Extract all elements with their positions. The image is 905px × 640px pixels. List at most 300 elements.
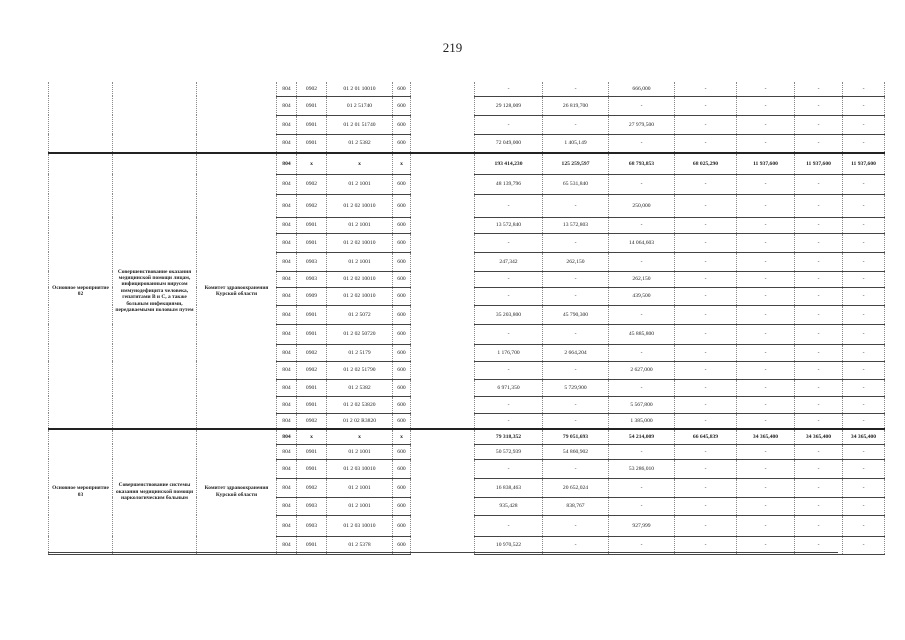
spacer-cell [411,153,475,174]
cell-y5: - [737,536,795,554]
budget-table [48,82,885,555]
cell-csr: 01 2 5382 [327,379,393,396]
cell-y5: - [737,134,795,153]
cell-y6: - [795,82,843,96]
cell-rzpr: 0901 [297,233,327,252]
spacer-cell [411,194,475,217]
cell-y3: 5 567,800 [609,396,675,413]
spacer-cell [411,305,475,324]
cell-grbs: 804 [277,478,297,497]
cell-y2: - [543,271,609,287]
cell-rzpr: 0901 [297,217,327,233]
cell-grbs: 804 [277,429,297,444]
cell-y2: - [543,361,609,379]
cell-y2: 1 405,149 [543,134,609,153]
cell-y6: - [795,287,843,305]
cell-y1: 48 139,796 [475,174,543,194]
cell-y7: - [843,174,885,194]
cell-csr: 01 2 1001 [327,252,393,271]
cell-y5: - [737,115,795,134]
cell-y5: - [737,497,795,515]
budget-table-body [49,82,885,554]
cell-y3: 2 627,000 [609,361,675,379]
cell-y5: - [737,217,795,233]
cell-grbs: 804 [277,217,297,233]
cell-y3: 27 979,500 [609,115,675,134]
cell-y5: - [737,344,795,361]
group-executor [197,82,277,153]
cell-y6: - [795,194,843,217]
cell-y2: - [543,82,609,96]
cell-csr: 01 2 1001 [327,174,393,194]
group-title: Основное мероприятие 03 [49,429,113,554]
cell-vr: 600 [393,115,411,134]
cell-rzpr: 0903 [297,497,327,515]
cell-y4: - [675,444,737,459]
cell-y7: - [843,324,885,344]
cell-y1: 72 049,000 [475,134,543,153]
cell-y2: - [543,324,609,344]
cell-grbs: 804 [277,396,297,413]
cell-csr: 01 2 02 10010 [327,287,393,305]
cell-y3: 1 385,000 [609,413,675,429]
cell-y6: - [795,115,843,134]
cell-y3: - [609,174,675,194]
cell-y2: 5 729,900 [543,379,609,396]
cell-y6: - [795,361,843,379]
cell-y7: - [843,459,885,478]
cell-grbs: 804 [277,459,297,478]
cell-y4: - [675,217,737,233]
cell-y1: - [475,233,543,252]
cell-y1: - [475,115,543,134]
cell-rzpr: 0902 [297,361,327,379]
cell-y4: - [675,478,737,497]
spacer-cell [411,497,475,515]
cell-y5: 11 937,600 [737,153,795,174]
cell-vr: 600 [393,217,411,233]
cell-rzpr: 0901 [297,96,327,115]
cell-csr: 01 2 5179 [327,344,393,361]
cell-rzpr: 0902 [297,174,327,194]
cell-y7: - [843,497,885,515]
cell-csr: 01 2 03 10010 [327,459,393,478]
cell-csr: 01 2 02 R3820 [327,413,393,429]
cell-y3: - [609,444,675,459]
cell-y2: - [543,233,609,252]
cell-y4: 68 025,290 [675,153,737,174]
cell-y4: - [675,233,737,252]
spacer-cell [411,379,475,396]
cell-y4: - [675,194,737,217]
cell-y4: - [675,413,737,429]
cell-csr: 01 2 02 53820 [327,396,393,413]
cell-grbs: 804 [277,271,297,287]
cell-y7: - [843,217,885,233]
spacer-cell [411,217,475,233]
cell-rzpr: 0901 [297,134,327,153]
cell-y7: - [843,134,885,153]
group-title [49,82,113,153]
cell-grbs: 804 [277,361,297,379]
cell-y6: - [795,252,843,271]
cell-y3: 927,999 [609,515,675,536]
cell-grbs: 804 [277,233,297,252]
cell-y4: - [675,497,737,515]
cell-y7: - [843,361,885,379]
cell-y5: - [737,233,795,252]
cell-rzpr: 0903 [297,515,327,536]
cell-csr: 01 2 1001 [327,444,393,459]
cell-y4: - [675,515,737,536]
cell-rzpr: 0903 [297,252,327,271]
cell-vr: 600 [393,194,411,217]
cell-y2: 838,767 [543,497,609,515]
cell-y6: 11 937,600 [795,153,843,174]
cell-y5: - [737,459,795,478]
cell-rzpr: 0909 [297,287,327,305]
table-row [49,429,885,444]
cell-y6: - [795,134,843,153]
cell-y2: 125 259,597 [543,153,609,174]
cell-y2: - [543,536,609,554]
cell-y1: - [475,324,543,344]
cell-y7: - [843,194,885,217]
cell-y6: - [795,515,843,536]
cell-y2: - [543,515,609,536]
cell-y7: - [843,444,885,459]
cell-y6: - [795,305,843,324]
cell-y6: - [795,324,843,344]
cell-vr: 600 [393,174,411,194]
cell-y5: - [737,271,795,287]
cell-y3: 262,150 [609,271,675,287]
table-row [49,82,885,96]
cell-y6: - [795,536,843,554]
cell-y2: 13 572,803 [543,217,609,233]
cell-grbs: 804 [277,536,297,554]
cell-y5: - [737,82,795,96]
cell-y2: - [543,396,609,413]
cell-vr: x [393,429,411,444]
cell-y7: - [843,536,885,554]
cell-y6: - [795,271,843,287]
spacer-cell [411,174,475,194]
cell-y1: 935,428 [475,497,543,515]
cell-rzpr: 0902 [297,478,327,497]
cell-y7: - [843,478,885,497]
cell-y4: - [675,134,737,153]
cell-rzpr: 0903 [297,271,327,287]
cell-grbs: 804 [277,194,297,217]
spacer-cell [411,344,475,361]
cell-y1: 10 970,522 [475,536,543,554]
cell-csr: x [327,429,393,444]
cell-y3: 666,000 [609,82,675,96]
cell-y7: - [843,515,885,536]
cell-y5: - [737,413,795,429]
cell-y3: 54 214,009 [609,429,675,444]
cell-y3: - [609,478,675,497]
cell-y4: - [675,379,737,396]
cell-y5: - [737,379,795,396]
cell-y7: - [843,96,885,115]
cell-y6: - [795,497,843,515]
cell-y7: - [843,305,885,324]
cell-y1: 29 128,009 [475,96,543,115]
cell-y7: - [843,379,885,396]
cell-y3: 250,000 [609,194,675,217]
cell-y7: - [843,252,885,271]
cell-y1: - [475,413,543,429]
cell-y4: - [675,174,737,194]
group-executor: Комитет здравоохранения Курской области [197,153,277,429]
cell-y6: - [795,413,843,429]
cell-y3: - [609,134,675,153]
cell-y4: - [675,536,737,554]
cell-y6: - [795,379,843,396]
spacer-cell [411,324,475,344]
cell-y3: - [609,497,675,515]
cell-y5: - [737,324,795,344]
cell-vr: 600 [393,82,411,96]
cell-rzpr: x [297,429,327,444]
cell-y6: - [795,459,843,478]
cell-grbs: 804 [277,153,297,174]
cell-y5: - [737,305,795,324]
cell-y4: - [675,459,737,478]
cell-y6: - [795,233,843,252]
spacer-cell [411,478,475,497]
cell-y1: - [475,459,543,478]
cell-grbs: 804 [277,82,297,96]
cell-y5: - [737,361,795,379]
bottom-rule [48,552,838,553]
group-description: Совершенствование оказания медицинской помощи лицам, инфицированным вирусом иммунодефицита человека, гепатитами В и С, а также больным инфекциями, передаваемыми половым путем [113,153,197,429]
cell-y4: - [675,271,737,287]
cell-y4: 66 645,839 [675,429,737,444]
cell-y5: - [737,287,795,305]
cell-y3: 68 793,853 [609,153,675,174]
cell-grbs: 804 [277,444,297,459]
spacer-cell [411,429,475,444]
spacer-cell [411,271,475,287]
cell-y7: - [843,396,885,413]
cell-y4: - [675,96,737,115]
cell-csr: 01 2 02 10010 [327,271,393,287]
cell-y7: - [843,115,885,134]
spacer-cell [411,252,475,271]
cell-grbs: 804 [277,515,297,536]
cell-vr: 600 [393,444,411,459]
cell-y2: - [543,459,609,478]
cell-y5: - [737,444,795,459]
cell-y1: 13 572,840 [475,217,543,233]
cell-vr: 600 [393,305,411,324]
cell-rzpr: 0901 [297,459,327,478]
cell-vr: x [393,153,411,174]
cell-y1: 193 414,230 [475,153,543,174]
cell-y1: 247,342 [475,252,543,271]
cell-y3: - [609,96,675,115]
cell-vr: 600 [393,361,411,379]
cell-rzpr: 0901 [297,379,327,396]
cell-y2: 79 051,693 [543,429,609,444]
cell-rzpr: 0901 [297,536,327,554]
cell-grbs: 804 [277,252,297,271]
cell-y5: - [737,478,795,497]
cell-vr: 600 [393,134,411,153]
cell-y5: - [737,96,795,115]
cell-y5: - [737,174,795,194]
cell-vr: 600 [393,459,411,478]
cell-grbs: 804 [277,174,297,194]
cell-y3: 45 885,800 [609,324,675,344]
cell-y4: - [675,344,737,361]
cell-y1: 35 203,800 [475,305,543,324]
cell-grbs: 804 [277,324,297,344]
cell-y3: 439,500 [609,287,675,305]
cell-y2: 20 652,024 [543,478,609,497]
cell-csr: 01 2 02 10010 [327,233,393,252]
cell-y7: - [843,233,885,252]
cell-y2: - [543,413,609,429]
cell-csr: 01 2 5072 [327,305,393,324]
spacer-cell [411,134,475,153]
spacer-cell [411,361,475,379]
cell-csr: 01 2 5378 [327,536,393,554]
cell-rzpr: 0901 [297,115,327,134]
cell-csr: 01 2 1001 [327,478,393,497]
cell-rzpr: 0901 [297,444,327,459]
cell-y6: - [795,396,843,413]
cell-y3: - [609,536,675,554]
cell-y4: - [675,252,737,271]
spacer-cell [411,413,475,429]
cell-y3: - [609,252,675,271]
spacer-cell [411,96,475,115]
cell-vr: 600 [393,536,411,554]
cell-y2: 262,150 [543,252,609,271]
cell-csr: 01 2 03 10010 [327,515,393,536]
cell-vr: 600 [393,233,411,252]
cell-grbs: 804 [277,413,297,429]
group-title: Основное мероприятие 02 [49,153,113,429]
cell-rzpr: 0902 [297,82,327,96]
cell-y3: 14 064,603 [609,233,675,252]
cell-y3: - [609,217,675,233]
cell-y1: - [475,271,543,287]
cell-y5: - [737,396,795,413]
cell-y5: - [737,515,795,536]
cell-y2: 54 860,902 [543,444,609,459]
cell-csr: 01 2 02 51790 [327,361,393,379]
cell-y4: - [675,324,737,344]
cell-grbs: 804 [277,287,297,305]
cell-vr: 600 [393,515,411,536]
cell-y1: - [475,194,543,217]
cell-csr: 01 2 51740 [327,96,393,115]
cell-y2: 45 790,300 [543,305,609,324]
table-row [49,153,885,174]
cell-vr: 600 [393,344,411,361]
cell-y1: 6 971,350 [475,379,543,396]
cell-csr: 01 2 1001 [327,217,393,233]
cell-y7: 11 937,600 [843,153,885,174]
spacer-cell [411,82,475,96]
cell-vr: 600 [393,396,411,413]
spacer-cell [411,287,475,305]
cell-y2: 65 531,840 [543,174,609,194]
cell-y1: - [475,515,543,536]
group-description: Совершенствование системы оказания медицинской помощи наркологическим больным [113,429,197,554]
cell-y6: - [795,217,843,233]
cell-rzpr: 0901 [297,396,327,413]
spacer-cell [411,396,475,413]
cell-rzpr: 0901 [297,305,327,324]
cell-grbs: 804 [277,344,297,361]
cell-y5: - [737,252,795,271]
spacer-cell [411,233,475,252]
cell-rzpr: 0901 [297,324,327,344]
cell-y2: - [543,115,609,134]
cell-y7: - [843,344,885,361]
cell-y1: - [475,361,543,379]
cell-grbs: 804 [277,305,297,324]
cell-y4: - [675,287,737,305]
cell-vr: 600 [393,271,411,287]
cell-y4: - [675,82,737,96]
cell-y5: 34 365,400 [737,429,795,444]
cell-vr: 600 [393,96,411,115]
cell-vr: 600 [393,287,411,305]
cell-csr: 01 2 02 10010 [327,194,393,217]
cell-y1: - [475,287,543,305]
cell-y6: - [795,96,843,115]
cell-y4: - [675,361,737,379]
cell-y5: - [737,194,795,217]
cell-y3: - [609,305,675,324]
cell-csr: 01 2 5382 [327,134,393,153]
cell-y6: - [795,444,843,459]
cell-y7: - [843,271,885,287]
cell-y4: - [675,305,737,324]
cell-y4: - [675,396,737,413]
cell-grbs: 804 [277,379,297,396]
spacer-cell [411,444,475,459]
cell-csr: 01 2 02 50720 [327,324,393,344]
cell-y6: - [795,344,843,361]
cell-y1: 79 318,352 [475,429,543,444]
cell-rzpr: 0902 [297,194,327,217]
cell-y1: - [475,396,543,413]
cell-rzpr: 0902 [297,344,327,361]
group-description [113,82,197,153]
cell-y3: - [609,344,675,361]
spacer-cell [411,459,475,478]
cell-y6: 34 365,400 [795,429,843,444]
cell-csr: 01 2 1001 [327,497,393,515]
cell-y3: - [609,379,675,396]
cell-y1: 1 176,700 [475,344,543,361]
cell-y7: - [843,413,885,429]
cell-y2: - [543,287,609,305]
cell-y1: 50 572,939 [475,444,543,459]
cell-csr: 01 2 01 10010 [327,82,393,96]
cell-vr: 600 [393,252,411,271]
spacer-cell [411,515,475,536]
cell-y6: - [795,174,843,194]
